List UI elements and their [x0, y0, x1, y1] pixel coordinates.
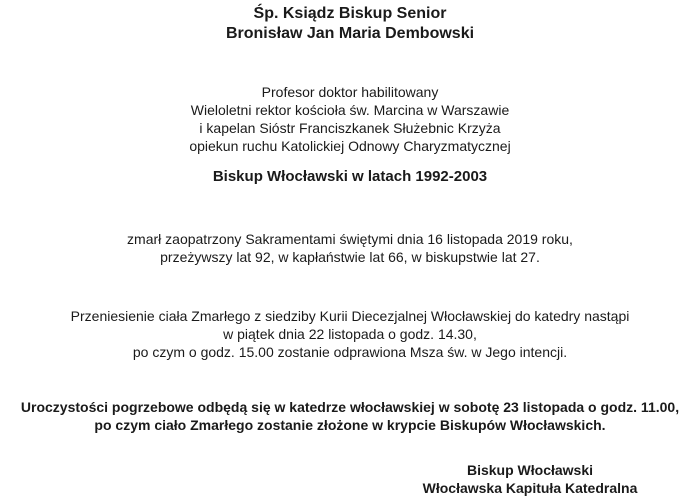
signature-chapter: Włocławska Kapituła Katedralna — [422, 480, 638, 496]
transfer-date: w piątek dnia 22 listopada o godz. 14.30, — [223, 326, 477, 342]
age-statement: przeżywszy lat 92, w kapłaństwie lat 66, w biskupstwie lat 27. — [160, 249, 540, 265]
burial-statement: po czym ciało Zmarłego zostanie złożone w krypcie Biskupów Włocławskich. — [94, 417, 606, 433]
rector-title: Wieloletni rektor kościoła św. Marcina w Warszawie — [190, 102, 510, 118]
bishop-term: Biskup Włocławski w latach 1992-2003 — [212, 168, 488, 185]
funeral-announcement: Uroczystości pogrzebowe odbędą się w katedrze włocławskiej w sobotę 23 listopada o godz. 11.00, — [20, 399, 680, 415]
deceased-name: Bronisław Jan Maria Dembowski — [225, 25, 475, 42]
academic-title: Profesor doktor habilitowany — [261, 84, 439, 100]
deceased-title: Śp. Ksiądz Biskup Senior — [253, 5, 447, 22]
signature-bishop: Biskup Włocławski — [466, 462, 594, 478]
chaplain-title: i kapelan Sióstr Franciszkanek Służebnic Krzyża — [199, 120, 501, 136]
mass-announcement: po czym o godz. 15.00 zostanie odprawiona Msza św. w Jego intencji. — [132, 344, 568, 360]
death-statement: zmarł zaopatrzony Sakramentami świętymi dnia 16 listopada 2019 roku, — [127, 231, 573, 247]
transfer-announcement: Przeniesienie ciała Zmarłego z siedziby Kurii Diecezjalnej Włocławskiej do katedry nastąpi — [70, 308, 630, 324]
movement-guardian-title: opiekun ruchu Katolickiej Odnowy Charyzmatycznej — [189, 138, 511, 154]
